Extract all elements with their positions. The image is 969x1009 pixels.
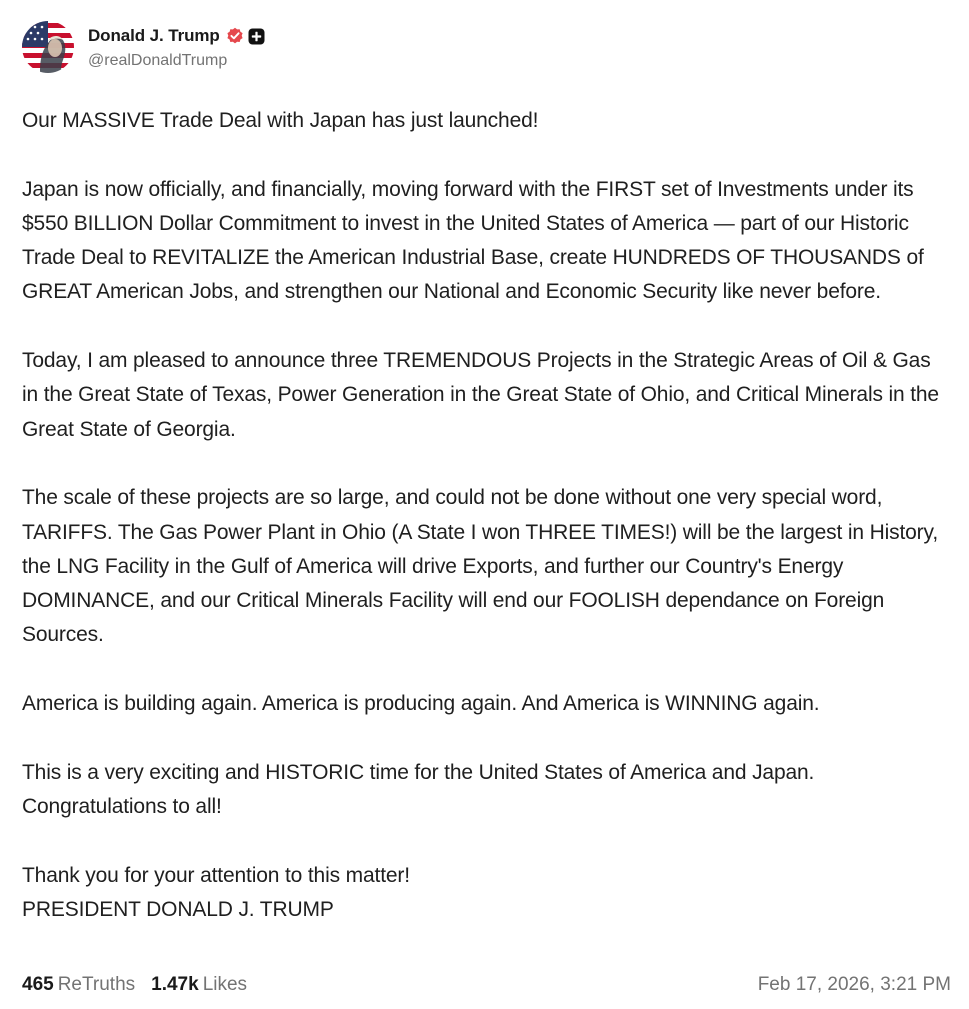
likes-stat[interactable] — [151, 974, 247, 996]
likes-label: Likes — [202, 974, 248, 995]
flag-portrait-avatar-icon — [22, 21, 74, 73]
post-paragraph: Today, I am pleased to announce three TREMENDOUS Projects in the Strategic Areas of Oil & Gas in the Great State of Texas, Power Generation in the Great State of Ohio, and Critical Minerals in the Great State of Georgia. — [22, 349, 939, 441]
avatar[interactable] — [22, 21, 74, 73]
post-paragraph: Our MASSIVE Trade Deal with Japan has just launched! — [22, 109, 539, 132]
post-timestamp[interactable]: Feb 17, 2026, 3:21 PM — [757, 974, 951, 995]
retruths-label: ReTruths — [57, 974, 136, 995]
display-name[interactable]: Donald J. Trump — [88, 26, 220, 45]
post-stats — [22, 974, 263, 996]
verified-badge-icon — [226, 27, 244, 45]
signoff-line: Thank you for your attention to this matter! — [22, 863, 410, 887]
post-paragraph: This is a very exciting and HISTORIC time for the United States of America and Japan. Congratulations to all! — [22, 760, 815, 818]
name-row — [88, 24, 265, 48]
retruths-stat[interactable] — [22, 974, 135, 996]
user-handle[interactable]: @realDonaldTrump — [88, 52, 228, 69]
author-info — [88, 24, 265, 70]
post-paragraph: The scale of these projects are so large, and could not be done without one very special word, TARIFFS. The Gas Power Plant in Ohio (A State I won THREE TIMES!) will be the largest in History, the LNG Facility in the Gulf of America will drive Exports, and further our Country's Energy DOMINANCE, and our Critical Minerals Facility will end our FOOLISH dependance on Foreign Sources. — [22, 486, 939, 647]
post-signoff — [22, 859, 952, 928]
post-footer — [22, 970, 951, 1000]
post-paragraph: Japan is now officially, and financially, moving forward with the FIRST set of Investments under its $550 BILLION Dollar Commitment to invest in the United States of America — part of our Historic Trade Deal to REVITALIZE the American Industrial Base, create HUNDREDS OF THOUSANDS of GREAT American Jobs, and strengthen our National and Economic Security like never before. — [22, 177, 924, 304]
post-paragraph: America is building again. America is producing again. And America is WINNING again. — [22, 692, 820, 716]
post-header — [22, 20, 265, 74]
likes-count: 1.47k — [151, 974, 199, 995]
plus-badge-icon — [248, 28, 265, 45]
post-body — [22, 104, 952, 927]
signature-line: PRESIDENT DONALD J. TRUMP — [22, 897, 334, 921]
retruths-count: 465 — [22, 974, 54, 995]
